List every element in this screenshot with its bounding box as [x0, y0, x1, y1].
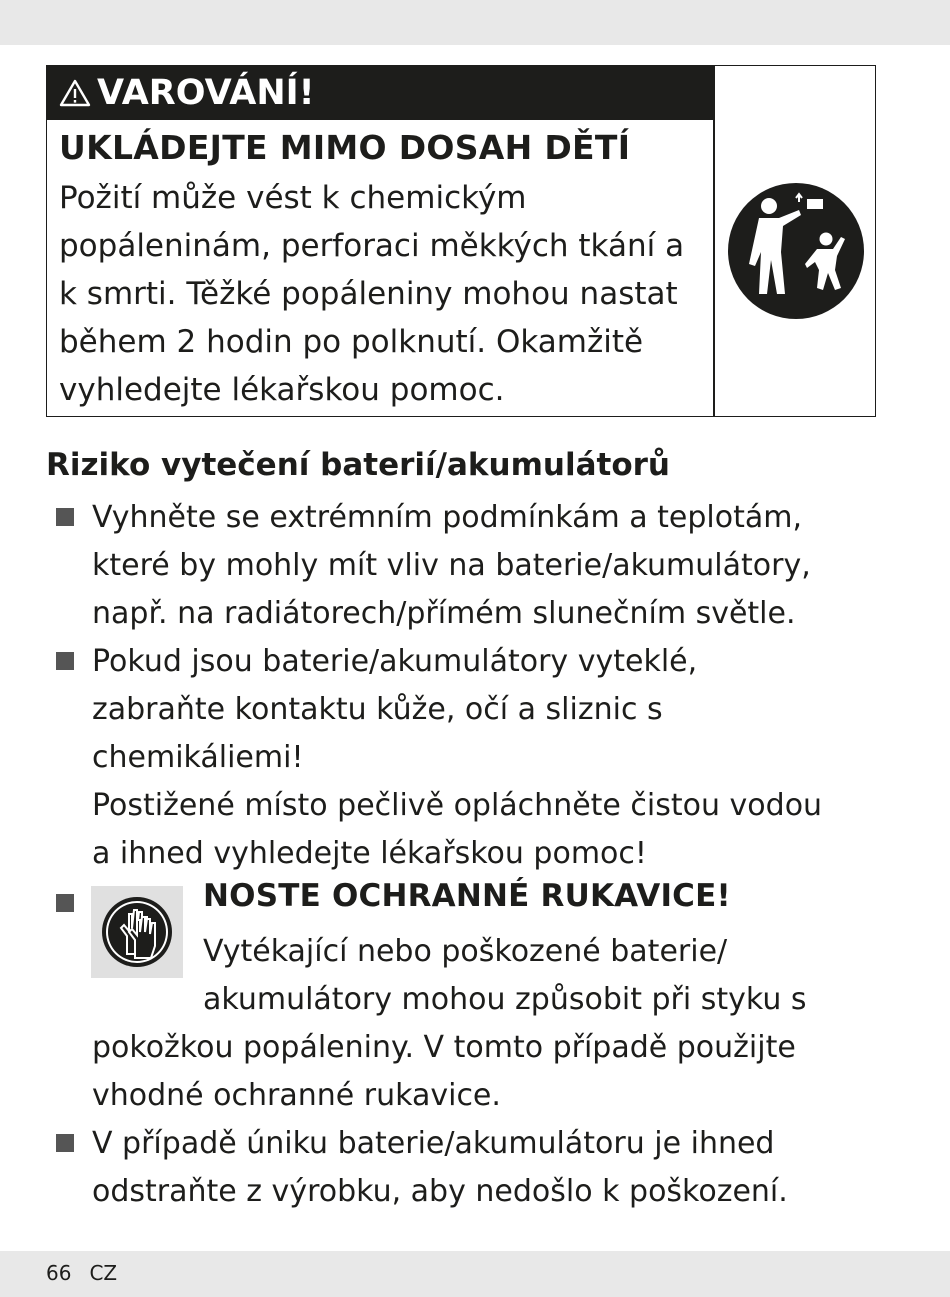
item-line: pokožkou popáleniny. V tomto případě použijte [92, 1030, 796, 1065]
list-item [203, 928, 883, 1024]
square-bullet-icon [56, 508, 74, 526]
item-line: které by mohly mít vliv na baterie/akumulátory, [92, 548, 811, 583]
warning-triangle-icon [59, 79, 91, 107]
page-number: 66 [46, 1261, 72, 1285]
protective-gloves-icon [91, 886, 183, 978]
warning-line: během 2 hodin po polknutí. Okamžitě [59, 324, 644, 360]
item-line: Pokud jsou baterie/akumulátory vyteklé, [92, 644, 698, 679]
item-line: Postižené místo pečlivě opláchněte čistou vodou [92, 788, 823, 823]
glove-pictogram [91, 886, 183, 978]
item-line: a ihned vyhledejte lékařskou pomoc! [92, 836, 647, 871]
list-item-continued [92, 1024, 882, 1120]
warning-line: popáleninám, perforaci měkkých tkání a [59, 228, 685, 264]
item-line: chemikáliemi! [92, 740, 304, 775]
item-line: vhodné ochranné rukavice. [92, 1078, 501, 1113]
gloves-title: NOSTE OCHRANNÉ RUKAVICE! [203, 878, 731, 914]
section-title: Riziko vytečení baterií/akumulátorů [46, 447, 670, 483]
item-line: např. na radiátorech/přímém slunečním světle. [92, 596, 796, 631]
square-bullet-icon [56, 1134, 74, 1152]
item-line: Vyhněte se extrémním podmínkám a teplotám, [92, 500, 803, 535]
warning-header [47, 66, 714, 120]
item-line: zabraňte kontaktu kůže, očí a sliznic s [92, 692, 663, 727]
list-item [92, 494, 882, 638]
bottom-band [0, 1251, 950, 1297]
warning-header-label: VAROVÁNÍ! [97, 73, 315, 113]
square-bullet-icon [56, 652, 74, 670]
warning-line: Požití může vést k chemickým [59, 180, 527, 216]
item-line: Vytékající nebo poškozené baterie/ [203, 934, 728, 969]
warning-line: k smrti. Těžké popáleniny mohou nastat [59, 276, 678, 312]
warning-line: vyhledejte lékařskou pomoc. [59, 372, 505, 408]
top-band [0, 0, 950, 45]
warning-text [59, 174, 709, 414]
warning-title: UKLÁDEJTE MIMO DOSAH DĚTÍ [59, 128, 631, 167]
warning-divider [713, 66, 715, 416]
warning-box [46, 65, 876, 417]
language-code: CZ [89, 1261, 118, 1285]
list-item [92, 638, 882, 878]
page-footer [46, 1261, 135, 1285]
square-bullet-icon [56, 894, 74, 912]
list-item [92, 1120, 882, 1216]
item-line: akumulátory mohou způsobit při styku s [203, 982, 807, 1017]
item-line: odstraňte z výrobku, aby nedošlo k poškození. [92, 1174, 788, 1209]
item-line: V případě úniku baterie/akumulátoru je ihned [92, 1126, 775, 1161]
keep-away-from-children-icon [727, 182, 865, 320]
